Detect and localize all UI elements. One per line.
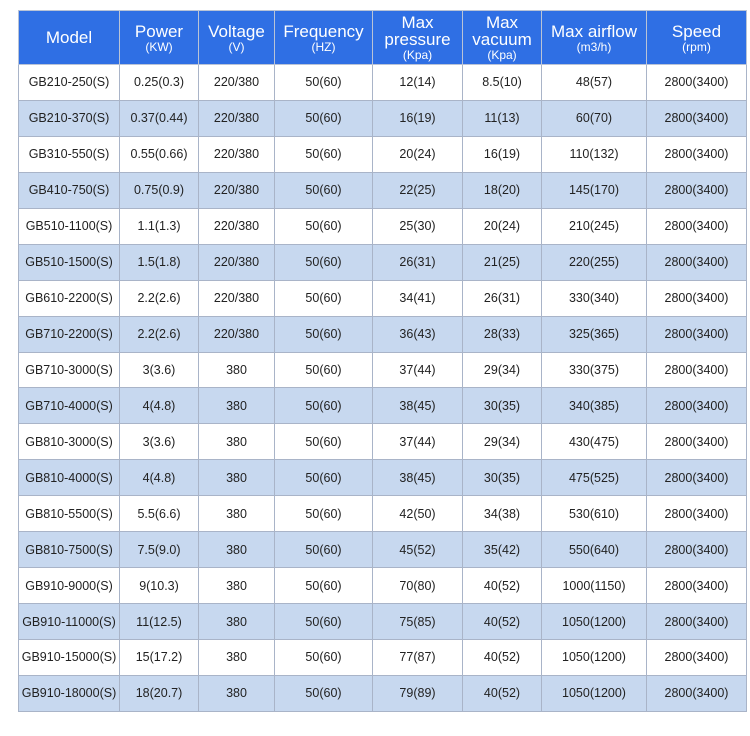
cell-max-vacuum: 8.5(10) [463,65,542,101]
cell-voltage: 380 [199,604,275,640]
cell-speed: 2800(3400) [647,316,747,352]
cell-max-vacuum: 40(52) [463,568,542,604]
column-header-label: Max pressure [384,13,451,49]
cell-power: 7.5(9.0) [120,532,199,568]
cell-max-vacuum: 28(33) [463,316,542,352]
cell-voltage: 220/380 [199,136,275,172]
cell-frequency: 50(60) [275,496,373,532]
table-row [19,280,747,316]
cell-max-vacuum: 30(35) [463,460,542,496]
cell-max-vacuum: 35(42) [463,532,542,568]
cell-max-pressure: 25(30) [373,208,463,244]
table-row [19,604,747,640]
table-row [19,640,747,676]
cell-voltage: 380 [199,460,275,496]
table-row [19,388,747,424]
cell-speed: 2800(3400) [647,244,747,280]
cell-max-airflow: 430(475) [542,424,647,460]
cell-max-airflow: 530(610) [542,496,647,532]
cell-speed: 2800(3400) [647,604,747,640]
cell-max-pressure: 75(85) [373,604,463,640]
column-header-unit: (m3/h) [576,39,612,54]
cell-model: GB910-11000(S) [19,604,120,640]
cell-speed: 2800(3400) [647,65,747,101]
cell-power: 1.5(1.8) [120,244,199,280]
table-row [19,568,747,604]
blower-spec-table [18,10,747,712]
cell-model: GB710-2200(S) [19,316,120,352]
cell-max-airflow: 325(365) [542,316,647,352]
column-header-label: Max airflow [551,21,637,41]
cell-voltage: 380 [199,496,275,532]
cell-model: GB710-3000(S) [19,352,120,388]
cell-power: 1.1(1.3) [120,208,199,244]
cell-max-vacuum: 21(25) [463,244,542,280]
cell-voltage: 220/380 [199,100,275,136]
cell-max-pressure: 34(41) [373,280,463,316]
cell-speed: 2800(3400) [647,100,747,136]
column-header-label: Voltage [208,21,265,41]
cell-frequency: 50(60) [275,352,373,388]
cell-max-pressure: 77(87) [373,640,463,676]
cell-max-airflow: 330(340) [542,280,647,316]
cell-voltage: 380 [199,352,275,388]
cell-model: GB610-2200(S) [19,280,120,316]
cell-max-pressure: 26(31) [373,244,463,280]
cell-max-vacuum: 16(19) [463,136,542,172]
table-row [19,424,747,460]
table-row [19,172,747,208]
column-header-label: Model [45,28,93,47]
cell-voltage: 220/380 [199,208,275,244]
cell-max-pressure: 79(89) [373,675,463,711]
table-row [19,244,747,280]
cell-frequency: 50(60) [275,100,373,136]
cell-max-pressure: 16(19) [373,100,463,136]
table-row [19,460,747,496]
cell-voltage: 380 [199,568,275,604]
cell-power: 11(12.5) [120,604,199,640]
cell-speed: 2800(3400) [647,280,747,316]
table-row [19,65,747,101]
cell-speed: 2800(3400) [647,352,747,388]
column-header-unit: (HZ) [311,39,336,54]
cell-power: 0.25(0.3) [120,65,199,101]
cell-voltage: 380 [199,640,275,676]
cell-speed: 2800(3400) [647,136,747,172]
cell-max-airflow: 1050(1200) [542,604,647,640]
column-header-unit: (rpm) [682,39,711,54]
cell-power: 18(20.7) [120,675,199,711]
cell-max-pressure: 37(44) [373,352,463,388]
cell-speed: 2800(3400) [647,532,747,568]
cell-max-vacuum: 29(34) [463,424,542,460]
column-header-max-vacuum [463,11,542,65]
cell-max-pressure: 70(80) [373,568,463,604]
cell-speed: 2800(3400) [647,640,747,676]
cell-model: GB210-250(S) [19,65,120,101]
cell-model: GB810-4000(S) [19,460,120,496]
table-row [19,675,747,711]
cell-model: GB310-550(S) [19,136,120,172]
cell-max-airflow: 220(255) [542,244,647,280]
column-header-label: Max vacuum [472,13,532,49]
cell-max-airflow: 330(375) [542,352,647,388]
cell-model: GB710-4000(S) [19,388,120,424]
cell-model: GB210-370(S) [19,100,120,136]
column-header-unit: (Kpa) [487,48,517,62]
header-row [19,11,747,65]
column-header-max-airflow [542,11,647,65]
cell-frequency: 50(60) [275,172,373,208]
cell-max-vacuum: 40(52) [463,675,542,711]
table-row [19,136,747,172]
cell-frequency: 50(60) [275,604,373,640]
cell-max-vacuum: 34(38) [463,496,542,532]
column-header-unit: (KW) [145,39,173,54]
cell-power: 4(4.8) [120,388,199,424]
cell-frequency: 50(60) [275,280,373,316]
cell-power: 5.5(6.6) [120,496,199,532]
cell-max-pressure: 36(43) [373,316,463,352]
column-header-frequency [275,11,373,65]
table-row [19,100,747,136]
cell-power: 4(4.8) [120,460,199,496]
cell-model: GB910-18000(S) [19,675,120,711]
cell-max-vacuum: 20(24) [463,208,542,244]
column-header-unit: (V) [228,39,245,54]
cell-frequency: 50(60) [275,388,373,424]
table-row [19,352,747,388]
cell-model: GB510-1100(S) [19,208,120,244]
cell-model: GB810-7500(S) [19,532,120,568]
cell-model: GB810-5500(S) [19,496,120,532]
cell-speed: 2800(3400) [647,424,747,460]
cell-voltage: 380 [199,388,275,424]
cell-frequency: 50(60) [275,675,373,711]
cell-voltage: 220/380 [199,65,275,101]
cell-voltage: 380 [199,532,275,568]
cell-power: 15(17.2) [120,640,199,676]
cell-speed: 2800(3400) [647,568,747,604]
cell-power: 2.2(2.6) [120,316,199,352]
cell-power: 0.37(0.44) [120,100,199,136]
cell-max-airflow: 110(132) [542,136,647,172]
cell-frequency: 50(60) [275,208,373,244]
cell-power: 3(3.6) [120,424,199,460]
cell-voltage: 220/380 [199,316,275,352]
cell-power: 2.2(2.6) [120,280,199,316]
cell-max-vacuum: 40(52) [463,604,542,640]
column-header-label: Speed [671,21,722,41]
table-body [19,65,747,712]
cell-max-vacuum: 11(13) [463,100,542,136]
column-header-label: Frequency [283,21,364,41]
column-header-unit: (Kpa) [402,48,433,62]
cell-frequency: 50(60) [275,568,373,604]
cell-speed: 2800(3400) [647,172,747,208]
column-header-power [120,11,199,65]
cell-power: 0.75(0.9) [120,172,199,208]
cell-max-pressure: 37(44) [373,424,463,460]
cell-frequency: 50(60) [275,65,373,101]
column-header-voltage [199,11,275,65]
cell-model: GB510-1500(S) [19,244,120,280]
cell-frequency: 50(60) [275,316,373,352]
cell-max-pressure: 42(50) [373,496,463,532]
cell-voltage: 220/380 [199,280,275,316]
cell-max-pressure: 38(45) [373,460,463,496]
cell-max-airflow: 1050(1200) [542,675,647,711]
cell-max-pressure: 12(14) [373,65,463,101]
cell-speed: 2800(3400) [647,675,747,711]
cell-max-pressure: 45(52) [373,532,463,568]
cell-speed: 2800(3400) [647,460,747,496]
cell-max-pressure: 20(24) [373,136,463,172]
column-header-speed [647,11,747,65]
cell-max-vacuum: 26(31) [463,280,542,316]
cell-max-airflow: 48(57) [542,65,647,101]
table-row [19,208,747,244]
cell-max-airflow: 1000(1150) [542,568,647,604]
column-header-label: Power [134,21,184,41]
cell-max-vacuum: 29(34) [463,352,542,388]
cell-frequency: 50(60) [275,532,373,568]
cell-speed: 2800(3400) [647,208,747,244]
cell-model: GB410-750(S) [19,172,120,208]
cell-max-airflow: 550(640) [542,532,647,568]
cell-max-vacuum: 30(35) [463,388,542,424]
cell-frequency: 50(60) [275,460,373,496]
cell-frequency: 50(60) [275,424,373,460]
table-row [19,316,747,352]
cell-power: 0.55(0.66) [120,136,199,172]
cell-frequency: 50(60) [275,640,373,676]
cell-max-airflow: 145(170) [542,172,647,208]
cell-speed: 2800(3400) [647,496,747,532]
cell-model: GB910-9000(S) [19,568,120,604]
cell-max-airflow: 210(245) [542,208,647,244]
cell-power: 3(3.6) [120,352,199,388]
cell-frequency: 50(60) [275,244,373,280]
table-row [19,496,747,532]
cell-voltage: 380 [199,675,275,711]
cell-voltage: 220/380 [199,172,275,208]
cell-max-pressure: 38(45) [373,388,463,424]
cell-model: GB910-15000(S) [19,640,120,676]
table-row [19,532,747,568]
cell-frequency: 50(60) [275,136,373,172]
cell-speed: 2800(3400) [647,388,747,424]
cell-max-airflow: 60(70) [542,100,647,136]
cell-voltage: 220/380 [199,244,275,280]
cell-max-vacuum: 18(20) [463,172,542,208]
column-header-max-pressure [373,11,463,65]
cell-power: 9(10.3) [120,568,199,604]
cell-voltage: 380 [199,424,275,460]
cell-model: GB810-3000(S) [19,424,120,460]
column-header-model [19,11,120,65]
cell-max-airflow: 340(385) [542,388,647,424]
cell-max-vacuum: 40(52) [463,640,542,676]
cell-max-pressure: 22(25) [373,172,463,208]
cell-max-airflow: 1050(1200) [542,640,647,676]
cell-max-airflow: 475(525) [542,460,647,496]
